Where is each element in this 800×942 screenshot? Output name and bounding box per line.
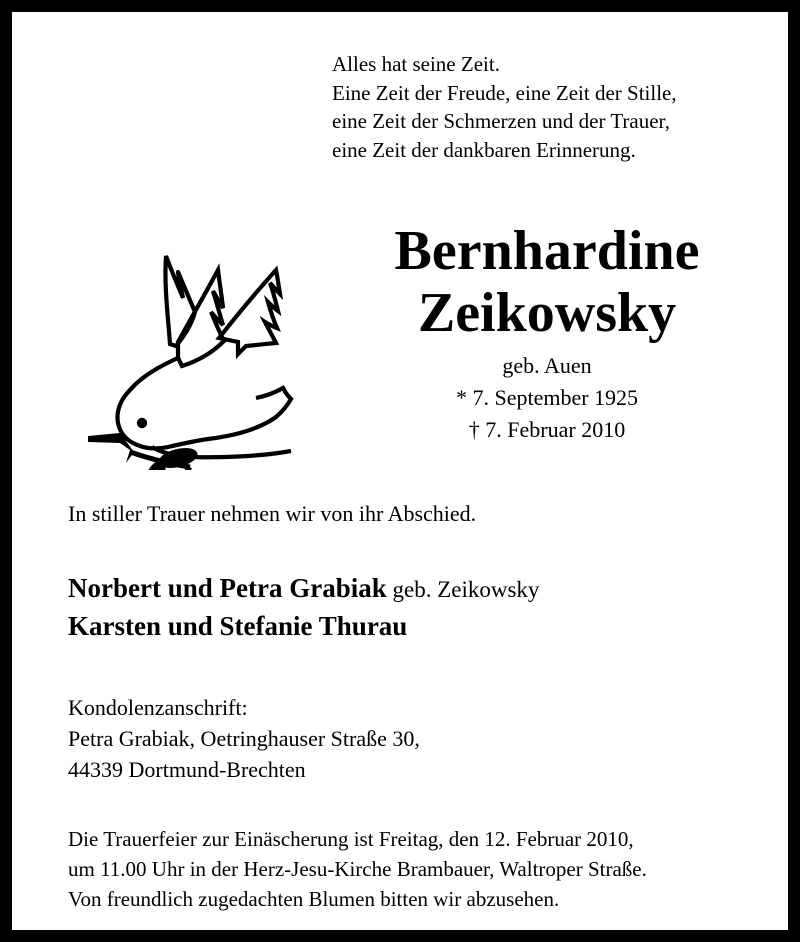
poem-line-4: eine Zeit der dankbaren Erinnerung. bbox=[332, 137, 636, 162]
family-line-1-bold: Norbert und Petra Grabiak bbox=[68, 573, 387, 603]
condolence-address-line-1: Petra Grabiak, Oetringhauser Straße 30, bbox=[68, 726, 420, 751]
ceremony-line-1: Die Trauerfeier zur Einäscherung ist Freitag, den 12. Februar 2010, bbox=[68, 827, 634, 851]
family-line-1-maiden-name: geb. Zeikowsky bbox=[386, 577, 540, 602]
poem-line-2: Eine Zeit der Freude, eine Zeit der Stille, bbox=[332, 80, 677, 105]
poem-line-1: Alles hat seine Zeit. bbox=[332, 52, 500, 76]
family-line-1 bbox=[68, 570, 539, 608]
ceremony-details-block bbox=[68, 824, 647, 914]
deceased-last-name: Zeikowsky bbox=[417, 282, 677, 344]
ceremony-line-3: Von freundlich zugedachten Blumen bitten wir abzusehen. bbox=[68, 887, 560, 911]
family-line-2: Karsten und Stefanie Thurau bbox=[68, 611, 408, 641]
deceased-birth-date: * 7. September 1925 bbox=[455, 385, 639, 410]
condolence-address-block bbox=[68, 692, 420, 785]
poem-line-3: eine Zeit der Schmerzen und der Trauer, bbox=[332, 109, 670, 133]
deceased-death-date: † 7. Februar 2010 bbox=[468, 417, 626, 442]
family-block bbox=[68, 570, 539, 645]
condolence-heading: Kondolenzanschrift: bbox=[68, 695, 248, 720]
deceased-block bbox=[312, 220, 782, 446]
condolence-address-line-2: 44339 Dortmund-Brechten bbox=[68, 757, 306, 782]
farewell-text: In stiller Trauer nehmen wir von ihr Abschied. bbox=[68, 501, 477, 526]
epigraph-poem bbox=[332, 50, 772, 164]
dove-with-olive-branch-icon bbox=[86, 220, 304, 470]
ceremony-line-2: um 11.00 Uhr in der Herz-Jesu-Kirche Brambauer, Waltroper Straße. bbox=[68, 857, 647, 881]
deceased-first-name: Bernhardine bbox=[394, 220, 700, 282]
deceased-maiden-name: geb. Auen bbox=[502, 353, 592, 378]
